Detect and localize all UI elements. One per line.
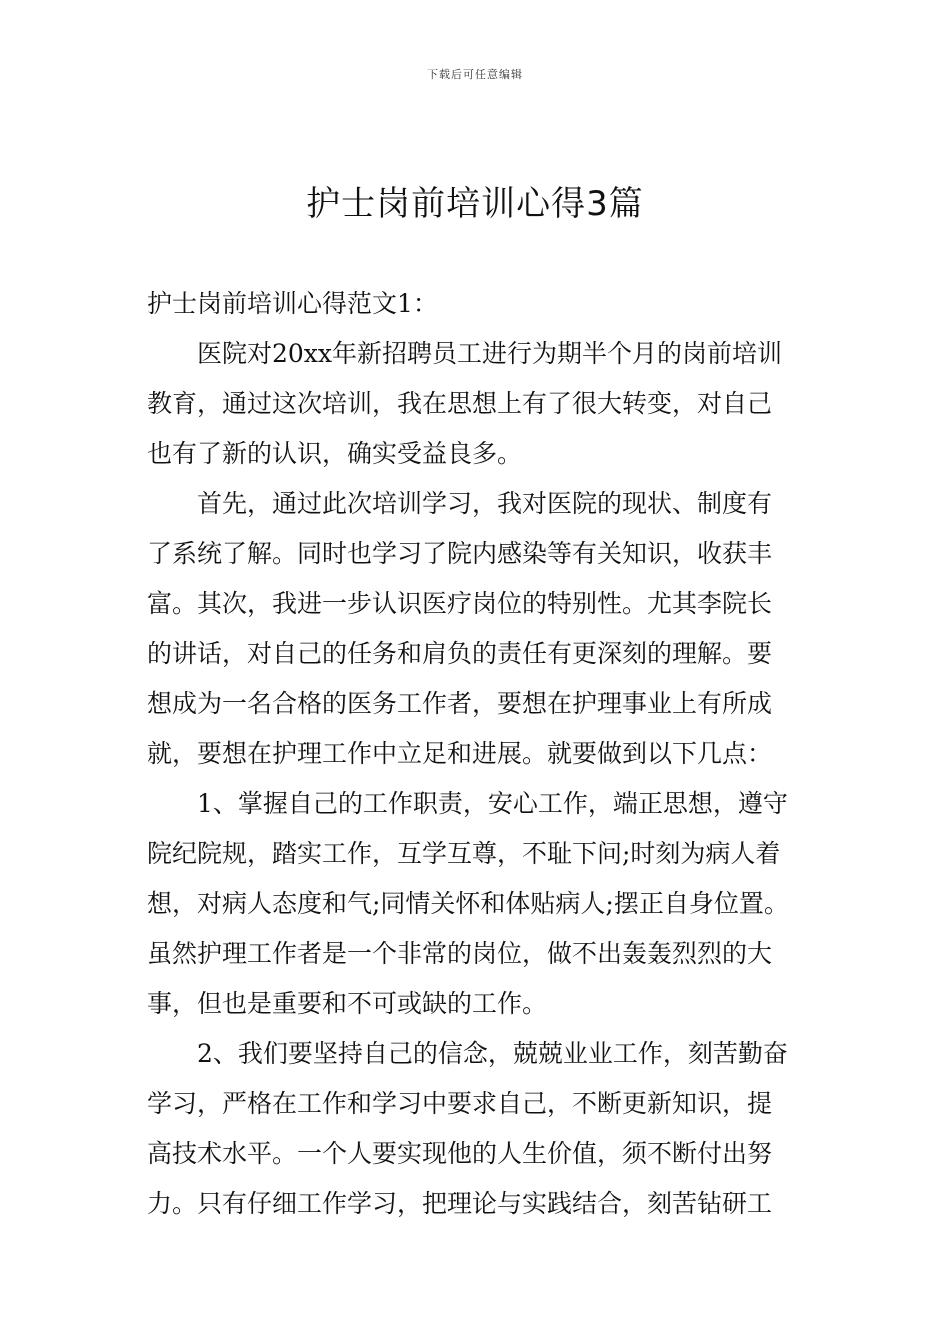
paragraph-3: [147, 779, 812, 1029]
paragraph-line: 虽然护理工作者是一个非常的岗位，做不出轰轰烈烈的大: [147, 939, 773, 968]
document-body: [147, 279, 812, 1229]
document-title: 护士岗前培训心得3篇: [306, 184, 644, 224]
paragraph-line: 富。其次，我进一步认识医疗岗位的特别性。尤其李院长: [147, 589, 773, 618]
paragraph-4: [147, 1029, 812, 1229]
paragraph-line: 高技术水平。一个人要实现他的人生价值，须不断付出努: [147, 1139, 773, 1168]
paragraph-2: [147, 479, 812, 779]
paragraph-line: 2、我们要坚持自己的信念，兢兢业业工作，刻苦勤奋: [197, 1039, 788, 1068]
paragraph-line: 力。只有仔细工作学习，把理论与实践结合，刻苦钻研工: [147, 1189, 773, 1218]
paragraph-line: 学习，严格在工作和学习中要求自己，不断更新知识，提: [147, 1089, 773, 1118]
paragraph-line: 想成为一名合格的医务工作者，要想在护理事业上有所成: [147, 689, 773, 718]
paragraph-line: 了系统了解。同时也学习了院内感染等有关知识，收获丰: [147, 539, 773, 568]
paragraph-line: 事，但也是重要和不可或缺的工作。: [147, 989, 548, 1018]
paragraph-line: 1、掌握自己的工作职责，安心工作，端正思想，遵守: [197, 789, 788, 818]
paragraph-1: [147, 329, 812, 479]
header-note: 下载后可任意编辑: [427, 68, 523, 81]
paragraph-line: 院纪院规，踏实工作，互学互尊，不耻下问;时刻为病人着: [147, 839, 781, 868]
paragraph-line: 的讲话，对自己的任务和肩负的责任有更深刻的理解。要: [147, 639, 773, 668]
paragraph-line: 医院对20xx年新招聘员工进行为期半个月的岗前培训: [197, 339, 783, 368]
paragraph-line: 就，要想在护理工作中立足和进展。就要做到以下几点：: [147, 739, 773, 768]
paragraph-line: 想，对病人态度和气;同情关怀和体贴病人;摆正自身位置。: [147, 889, 789, 918]
paragraph-line: 也有了新的认识，确实受益良多。: [147, 439, 523, 468]
paragraph-line: 教育，通过这次培训，我在思想上有了很大转变，对自己: [147, 389, 773, 418]
section-heading: 护士岗前培训心得范文1：: [147, 289, 438, 318]
paragraph-line: 首先，通过此次培训学习，我对医院的现状、制度有: [197, 489, 773, 518]
